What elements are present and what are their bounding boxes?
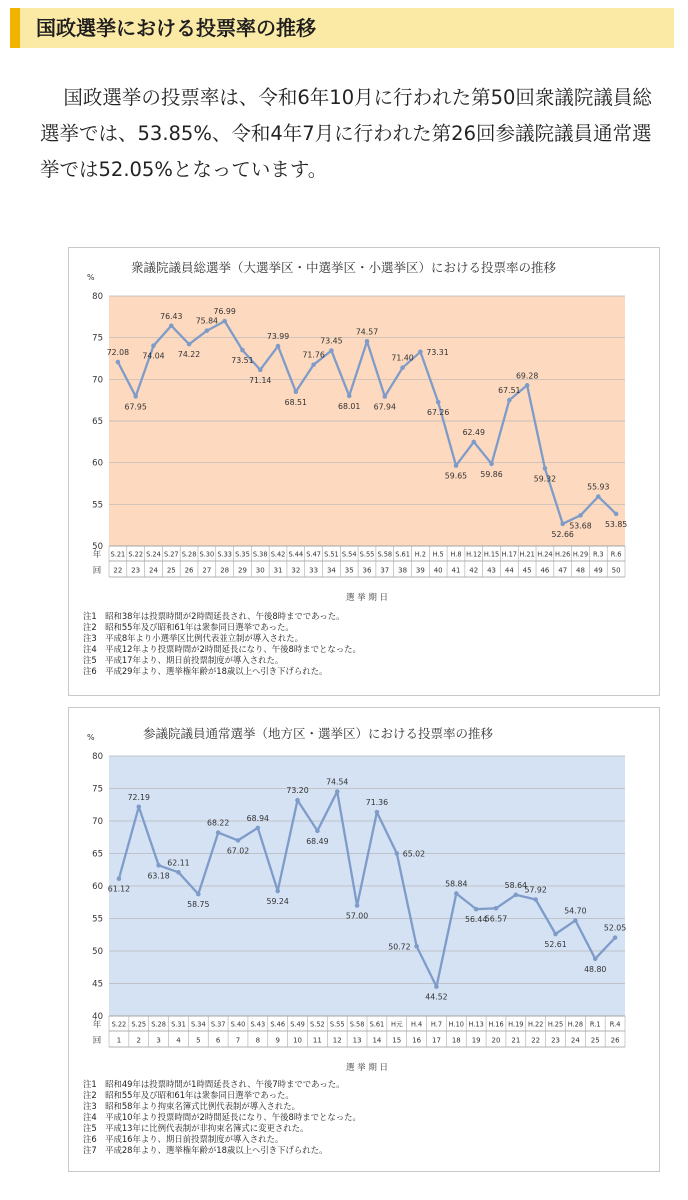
x-round-label: 24 [149,566,158,575]
y-tick-label: 70 [92,817,103,827]
x-round-label: 31 [273,566,283,575]
chart-note: 注1 昭和49年は投票時間が1時間延長され、午後7時までであった。 [83,1079,345,1089]
x-round-label: 11 [312,1036,322,1045]
data-point [553,932,558,937]
x-round-label: 15 [392,1036,402,1045]
x-category-label: H.26 [555,550,571,559]
data-point [614,512,619,517]
x-category-label: S.21 [110,550,126,559]
data-label: 74.54 [326,777,349,787]
data-label: 57.92 [524,885,547,895]
y-tick-label: 60 [92,882,103,892]
data-point [222,319,227,324]
section-title: 国政選挙における投票率の推移 [36,16,316,40]
data-point [196,892,201,897]
x-category-label: H.15 [483,550,500,559]
house-of-representatives-chart-svg [69,248,659,608]
house-of-representatives-chart [68,247,660,696]
x-round-label: 13 [352,1036,362,1045]
data-label: 56.44 [464,915,488,925]
x-category-label: S.22 [128,550,144,559]
chart-note: 注5 平成13年に比例代表制が非拘束名簿式に変更された。 [83,1123,309,1133]
x-axis-title: 選 挙 期 日 [345,593,389,603]
x-round-label: 43 [487,566,497,575]
chart-note: 注4 平成10年より投票時間が2時間延長になり、午後8時までとなった。 [83,1112,361,1122]
data-label: 58.84 [445,879,468,889]
x-round-label: 30 [255,566,265,575]
data-label: 61.12 [107,884,131,894]
x-round-label: 4 [176,1036,181,1045]
x-category-label: H.25 [547,1020,564,1029]
data-label: 68.22 [206,818,230,828]
x-round-label: 49 [593,566,603,575]
x-category-label: R.1 [589,1020,601,1029]
data-label: 71.36 [365,798,389,808]
data-label: 52.05 [603,923,627,933]
data-point [454,463,459,468]
x-category-label: R.3 [592,550,604,559]
data-point [275,889,280,894]
y-tick-label: 60 [92,458,103,469]
x-category-label: H.4 [411,1020,423,1029]
chart-note: 注2 昭和55年及び昭和61年は衆参同日選挙であった。 [83,622,294,632]
data-point [394,851,399,856]
y-tick-label: 70 [92,375,103,386]
data-point [596,494,601,499]
x-category-label: S.47 [306,550,321,559]
data-point [507,398,512,403]
y-tick-label: 65 [92,417,103,427]
y-tick-label: 45 [92,979,103,990]
x-round-label: 44 [504,566,514,575]
data-point [578,513,583,518]
data-point [382,394,387,399]
data-point [256,826,261,831]
x-round-label: 33 [309,566,319,575]
data-label: 73.45 [320,336,343,346]
chart-note: 注6 平成29年より、選挙権年齢が18歳以上へ引き下げられた。 [83,666,328,676]
y-axis-unit: % [87,733,95,742]
x-category-label: H.22 [528,1020,544,1029]
x-round-label: 34 [326,566,336,575]
y-tick-label: 80 [92,292,103,302]
data-label: 65.02 [402,849,426,859]
x-round-label: 39 [415,566,425,575]
data-point [494,906,499,911]
y-axis-unit: % [87,273,95,282]
data-label: 67.26 [427,408,450,418]
x-category-label: H.12 [466,550,482,559]
house-of-representatives-notes [83,611,361,677]
x-round-label: 21 [511,1036,521,1045]
data-point [418,349,423,354]
x-round-label: 46 [540,566,550,575]
data-label: 53.85 [604,519,628,529]
data-point [593,957,598,962]
data-point [365,339,370,344]
data-label: 50.72 [388,942,411,952]
data-point [613,935,618,940]
x-category-label: S.55 [359,550,375,559]
y-tick-label: 55 [92,914,103,925]
data-point [533,897,538,902]
x-round-label: 45 [522,566,532,575]
x-category-label: R.4 [609,1020,621,1029]
data-point [136,804,141,809]
x-category-label: S.54 [341,550,357,559]
chart-title: 衆議院議員総選挙（大選挙区・中選挙区・小選挙区）における投票率の推移 [131,260,557,275]
x-round-label: 41 [451,566,461,575]
data-point [311,362,316,367]
house-of-councillors-notes [83,1079,361,1156]
x-category-label: S.58 [377,550,393,559]
chart-note: 注5 平成17年より、期日前投票制度が導入された。 [83,655,284,665]
x-category-label: H.16 [488,1020,504,1029]
data-label: 56.57 [484,914,508,924]
data-point [400,365,405,370]
data-point [543,466,548,471]
chart-note: 注1 昭和38年は投票時間が2時間延長され、午後8時までであった。 [83,611,345,621]
y-tick-label: 50 [92,947,103,957]
y-tick-label: 75 [92,333,103,344]
data-label: 59.86 [480,469,503,479]
x-round-label: 18 [451,1036,461,1045]
x-round-label: 14 [372,1036,382,1045]
x-category-label: H.10 [448,1020,464,1029]
data-point [133,394,138,399]
data-label: 74.22 [177,350,201,360]
y-tick-label: 50 [92,542,103,552]
data-label: 59.24 [266,896,289,906]
house-of-councillors-chart [68,707,660,1172]
x-category-label: H.2 [414,550,426,559]
x-round-label: 3 [156,1036,161,1045]
x-category-label: S.55 [329,1020,345,1029]
x-round-label: 47 [558,566,568,575]
x-category-label: S.38 [252,550,268,559]
x-category-label: H.7 [430,1020,443,1029]
x-round-label: 42 [469,566,479,575]
chart-note: 注7 平成28年より、選挙権年齢が18歳以上へ引き下げられた。 [83,1145,328,1155]
x-round-label: 8 [255,1036,261,1045]
data-label: 73.51 [231,356,254,366]
x-category-label: R.6 [610,550,622,559]
data-label: 57.00 [345,911,369,921]
data-label: 67.95 [124,402,147,412]
x-round-label: 48 [576,566,585,575]
row-label-year: 年 [92,550,102,560]
x-round-label: 50 [611,566,621,575]
x-category-label: S.25 [131,1020,147,1029]
data-label: 44.52 [425,992,448,1002]
x-category-label: S.35 [235,550,250,559]
data-label: 68.01 [338,401,361,411]
x-round-label: 38 [398,566,408,575]
x-category-label: S.43 [250,1020,266,1029]
x-category-label: S.28 [151,1020,166,1029]
data-point [573,918,578,923]
section-header [10,8,674,48]
x-category-label: S.52 [310,1020,325,1029]
data-label: 69.28 [515,371,539,381]
data-point [294,389,299,394]
data-point [295,798,300,803]
data-label: 52.66 [551,529,574,539]
data-point [560,522,565,527]
x-category-label: H.17 [501,550,518,559]
data-point [236,838,241,843]
data-label: 59.32 [533,474,557,484]
data-label: 63.18 [147,871,170,881]
data-label: 58.64 [504,880,528,890]
x-category-label: S.28 [181,550,197,559]
y-tick-label: 40 [92,1012,103,1022]
data-point [151,343,156,348]
x-round-label: 37 [380,566,390,575]
x-round-label: 29 [237,566,247,575]
data-point [276,344,281,349]
data-point [436,400,441,405]
data-point [414,944,419,949]
x-round-label: 23 [131,566,141,575]
x-round-label: 26 [184,566,194,575]
data-label: 76.99 [213,307,236,317]
x-category-label: S.58 [349,1020,365,1029]
x-category-label: S.37 [210,1020,226,1029]
x-category-label: S.34 [190,1020,206,1029]
data-label: 71.76 [302,350,325,360]
data-point [474,907,479,912]
intro-text: 国政選挙の投票率は、令和6年10月に行われた第50回衆議院議員総選挙では、53.85%、令和4年7月に行われた第26回参議院議員通常選挙では52.05%となっています。 [40,86,652,181]
x-round-label: 23 [551,1036,560,1045]
data-label: 48.80 [584,964,607,974]
data-label: 68.49 [306,836,329,846]
x-category-label: S.33 [217,550,232,559]
data-point [117,876,122,881]
data-label: 62.49 [462,427,485,437]
chart-note: 注6 平成16年より、期日前投票制度が導入された。 [83,1134,284,1144]
x-category-label: H.21 [519,550,535,559]
data-point [315,829,320,834]
data-point [205,328,210,333]
x-round-label: 12 [332,1036,342,1045]
data-point [116,360,121,365]
data-label: 71.14 [249,375,272,385]
x-category-label: H.13 [468,1020,484,1029]
x-round-label: 36 [362,566,372,575]
x-category-label: H元 [390,1020,403,1029]
x-category-label: S.24 [146,550,161,559]
x-round-label: 25 [590,1036,600,1045]
x-round-label: 22 [113,566,123,575]
chart-note: 注3 平成8年より小選挙区比例代表並立制が導入された。 [83,633,304,643]
x-round-label: 35 [344,566,354,575]
x-category-label: S.61 [395,550,410,559]
data-point [375,810,380,815]
data-label: 73.20 [286,786,309,796]
x-round-label: 9 [275,1036,280,1045]
row-label-round: 回 [92,1036,102,1046]
house-of-councillors-chart-svg [69,708,659,1078]
chart-note: 注3 昭和58年より拘束名簿式比例代表制が導入された。 [83,1101,300,1111]
data-point [258,368,263,373]
x-category-label: H.8 [450,550,462,559]
data-point [471,440,476,445]
data-point [347,394,352,399]
data-point [355,903,360,908]
x-round-label: 2 [136,1036,142,1045]
data-point [187,342,192,347]
x-category-label: S.22 [111,1020,127,1029]
x-round-label: 24 [570,1036,580,1045]
x-round-label: 1 [116,1036,122,1045]
x-round-label: 28 [220,566,230,575]
data-point [514,893,519,898]
x-round-label: 6 [215,1036,221,1045]
data-label: 59.65 [444,471,468,481]
x-category-label: S.42 [270,550,286,559]
y-tick-label: 55 [92,500,103,511]
data-label: 68.94 [246,813,270,823]
intro-paragraph [40,80,660,188]
x-round-label: 16 [412,1036,422,1045]
data-point [156,863,161,868]
data-point [454,891,459,896]
y-tick-label: 80 [92,752,103,762]
x-category-label: H.24 [537,550,553,559]
row-label-year: 年 [92,1020,102,1030]
data-point [216,830,221,835]
data-point [329,348,334,353]
data-point [240,348,245,353]
x-category-label: S.51 [324,550,339,559]
data-label: 73.31 [426,347,449,357]
data-label: 75.84 [195,316,219,326]
x-round-label: 25 [166,566,176,575]
data-point [434,984,439,989]
data-label: 52.61 [544,940,567,950]
y-tick-label: 75 [92,784,103,795]
data-label: 58.75 [187,900,210,910]
data-label: 74.04 [142,351,165,361]
data-label: 68.51 [284,397,307,407]
x-round-label: 26 [610,1036,620,1045]
x-category-label: S.49 [290,1020,305,1029]
data-label: 55.93 [587,482,610,492]
data-label: 76.43 [160,311,183,321]
x-category-label: S.44 [288,550,304,559]
data-label: 53.68 [569,521,592,531]
x-round-label: 7 [235,1036,241,1045]
data-label: 72.19 [127,792,150,802]
data-point [525,383,530,388]
x-round-label: 40 [433,566,443,575]
data-label: 67.51 [498,386,521,396]
x-category-label: S.27 [163,550,179,559]
x-round-label: 10 [293,1036,302,1045]
data-label: 74.57 [355,327,379,337]
chart-title: 参議院議員通常選挙（地方区・選挙区）における投票率の推移 [143,726,494,741]
data-label: 62.11 [167,858,190,868]
x-category-label: H.19 [508,1020,524,1029]
x-axis-title: 選 挙 期 日 [345,1063,389,1073]
data-label: 54.70 [564,906,587,916]
data-point [169,323,174,328]
data-label: 72.08 [106,348,130,357]
chart-note: 注4 平成12年より投票時間が2時間延長になり、午後8時までとなった。 [83,644,361,654]
x-round-label: 17 [432,1036,441,1045]
data-point [489,462,494,467]
data-label: 73.99 [266,332,290,342]
x-round-label: 32 [291,566,301,575]
data-point [335,789,340,794]
x-category-label: S.30 [199,550,215,559]
x-round-label: 22 [531,1036,541,1045]
x-category-label: S.40 [230,1020,246,1029]
x-round-label: 5 [196,1036,201,1045]
x-round-label: 20 [491,1036,501,1045]
x-round-label: 19 [471,1036,481,1045]
chart-note: 注2 昭和55年及び昭和61年は衆参同日選挙であった。 [83,1090,294,1100]
data-point [176,870,181,875]
data-label: 67.94 [373,402,396,412]
x-category-label: H.28 [567,1020,584,1029]
x-category-label: H.5 [432,550,444,559]
x-category-label: S.46 [270,1020,286,1029]
row-label-round: 回 [92,566,102,576]
data-label: 67.02 [226,846,250,856]
x-category-label: H.29 [572,550,589,559]
x-round-label: 27 [202,566,212,575]
x-category-label: S.31 [171,1020,186,1029]
x-category-label: S.61 [369,1020,385,1029]
y-tick-label: 65 [92,849,103,860]
data-label: 71.40 [391,353,414,363]
